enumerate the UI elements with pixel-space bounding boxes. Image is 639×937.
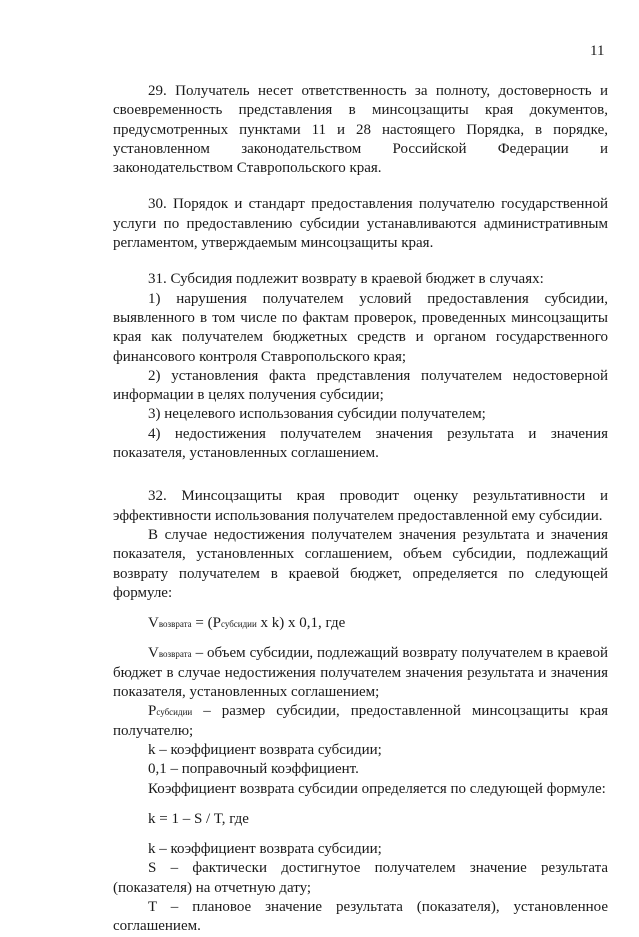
paragraph-31: 31. Субсидия подлежит возврату в краевой бюджет в случаях: [148, 271, 544, 288]
formula-coefficient: k = 1 – S / T, где [148, 810, 249, 827]
definition-p-symbol: P [148, 703, 157, 720]
definition-p-subscript: субсидии [156, 707, 193, 718]
definition-v-return [113, 644, 608, 702]
paragraph-31-item-3: 3) нецелевого использования субсидии получателем; [148, 406, 486, 423]
paragraph-31-item-1: 1) нарушения получателем условий предоставления субсидии, выявленного в том числе по фактам проверок, проведенных минсоцзащиты края как получателем бюджетных средств и органом государственного финансового контроля Ставропольского края; [113, 290, 608, 365]
formula-rest: x k) x 0,1, где [256, 615, 346, 632]
paragraph-32-formula-intro: В случае недостижения получателем значения результата и значения показателя, установленных соглашением, объем субсидии, подлежащий возврату получателем в краевой бюджет, определяется по следующей формуле: [113, 526, 608, 601]
formula-v-subscript: возврата [158, 619, 192, 630]
definition-v-subscript: возврата [158, 649, 192, 660]
paragraph-31-item-2: 2) установления факта представления получателем недостоверной информации в целях получения субсидии; [113, 367, 608, 404]
definition-v-text: – объем субсидии, подлежащий возврату получателем в краевой бюджет в случае недостижения получателем значения результата и значения показателя, установленных соглашением; [113, 645, 608, 701]
definition-correction: 0,1 – поправочный коэффициент. [148, 761, 359, 778]
definition-k: k – коэффициент возврата субсидии; [148, 741, 382, 758]
definition-t: T – плановое значение результата (показателя), установленное соглашением. [113, 898, 608, 935]
formula-p-subscript: субсидии [220, 619, 257, 630]
formula-v-symbol: V [148, 615, 159, 632]
paragraph-29: 29. Получатель несет ответственность за полноту, достоверность и своевременность представления в минсоцзащиты края документов, предусмотренных пунктами 11 и 28 настоящего Порядка, в порядке, установленном законодательством Российской Федерации и законодательством Ставропольского края. [113, 83, 608, 177]
formula-equals: = (P [191, 615, 221, 632]
definition-v-symbol: V [148, 645, 159, 662]
paragraph-32: 32. Минсоцзащиты края проводит оценку результативности и эффективности использования получателем предоставленной ему субсидии. [113, 488, 608, 524]
paragraph-30: 30. Порядок и стандарт предоставления получателю государственной услуги по предоставлению субсидии устанавливаются административным регламентом, утверждаемым минсоцзащиты края. [113, 196, 608, 252]
page-number: 11 [590, 43, 605, 59]
definition-s: S – фактически достигнутое получателем значение результата (показателя) на отчетную дату; [113, 860, 608, 896]
document-body [113, 82, 608, 937]
definition-p-subsidy [113, 702, 608, 741]
definition-k-2: k – коэффициент возврата субсидии; [148, 841, 382, 858]
formula-return-volume [113, 614, 608, 633]
definition-p-text: – размер субсидии, предоставленной минсоцзащиты края получателю; [113, 703, 608, 739]
paragraph-31-item-4: 4) недостижения получателем значения результата и значения показателя, установленных соглашением. [113, 425, 608, 462]
coefficient-formula-intro: Коэффициент возврата субсидии определяется по следующей формуле: [148, 780, 606, 797]
